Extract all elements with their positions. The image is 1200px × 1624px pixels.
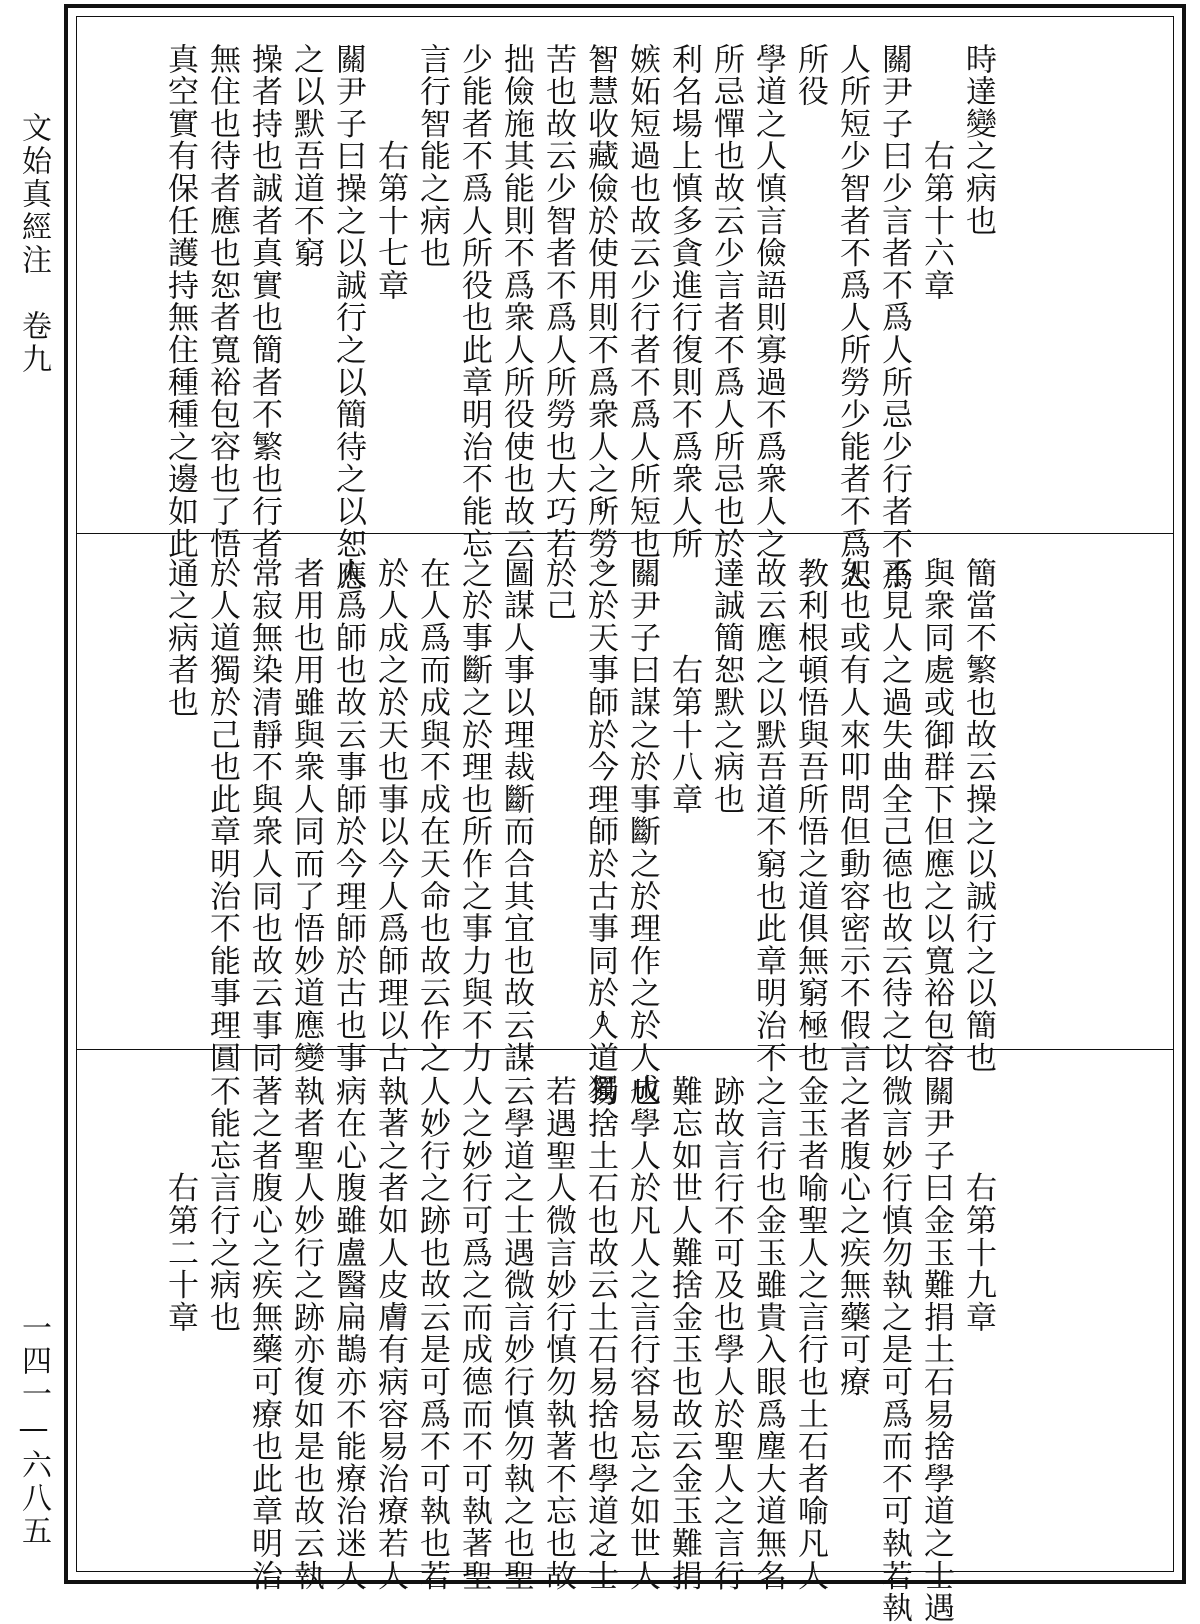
text-column: 拙儉施其能則不爲衆人所役使也故云 (498, 43, 534, 560)
text-area (76, 16, 1174, 1624)
text-column: 關尹子曰金玉難捐土石易捨學道之士遇 (918, 1075, 954, 1624)
text-column: 右第十六章 (918, 43, 954, 302)
section-marker-circle (597, 501, 608, 512)
text-column: 之者腹心之疾無藥可療 (834, 1075, 870, 1398)
section-2 (77, 557, 1173, 1107)
text-column: 於人道獨於己也此章明治不能事理圓 (204, 557, 240, 1074)
text-column: 所忌憚也故云少言者不爲人所忌也於 (708, 43, 744, 560)
text-column: 右第二十章 (162, 1075, 198, 1334)
text-column: 關尹子曰少言者不爲人所忌少行者不爲 (876, 43, 912, 593)
text-column: 之言行也金玉雖貴入眼爲塵大道無名 (750, 1075, 786, 1592)
text-column: 難忘如世人難捨金玉也故云金玉難捐 (666, 1075, 702, 1592)
text-column: 真空實有保任護持無住種種之邊如此 (162, 43, 198, 560)
text-column: 時達變之病也 (960, 43, 996, 237)
text-column: 微言妙行慎勿執之是可爲而不可執若執 (876, 1075, 912, 1624)
text-column: 右第十八章 (666, 557, 702, 816)
text-column: 於人成之於天也事以今人爲師理以古 (372, 557, 408, 1074)
text-column: 跡故言行不可及也學人於聖人之言行 (708, 1075, 744, 1592)
text-column: 所役 (792, 43, 828, 108)
section-marker-circle (597, 1077, 608, 1088)
text-column: 執者聖人妙行之跡亦復如是也故云執 (288, 1075, 324, 1592)
text-column: 右第十七章 (372, 43, 408, 302)
text-column: 右第十九章 (960, 1075, 996, 1334)
text-column: 金玉者喻聖人之言行也土石者喻凡人 (792, 1075, 828, 1592)
text-column: 人之妙行可爲之而成德而不可執著聖 (456, 1075, 492, 1592)
text-column: 之以默吾道不窮 (288, 43, 324, 270)
text-column: 少能者不爲人所役也此章明治不能忘 (456, 43, 492, 560)
text-column: 在人爲而成與不成在天命也故云作之 (414, 557, 450, 1074)
text-column: 易捨土石也故云土石易捨也學道之士 (582, 1075, 618, 1592)
text-column: 嫉妬短過也故云少行者不爲人所短也 (624, 43, 660, 560)
text-column: 學道之人慎言儉語則寡過不爲衆人之 (750, 43, 786, 560)
section-divider (77, 1049, 1173, 1050)
section-marker-circle (597, 1015, 608, 1026)
text-column: 簡當不繁也故云操之以誠行之以簡也 (960, 557, 996, 1074)
text-column: 關尹子曰操之以誠行之以簡待之以恕應 (330, 43, 366, 593)
section-marker-circle (597, 53, 608, 64)
text-column: 苦也故云少智者不爲人所勞也大巧若 (540, 43, 576, 560)
page-frame (64, 4, 1186, 1624)
text-column: 常寂無染清靜不與衆人同也故云事同 (246, 557, 282, 1074)
text-column: 與衆同處或御群下但應之以寬裕包容 (918, 557, 954, 1074)
text-column: 故云應之以默吾道不窮也此章明治不 (750, 557, 786, 1074)
book-title: 文始真經注 卷九 (16, 112, 51, 376)
text-column: 人所短少智者不爲人所勞少能者不爲人 (834, 43, 870, 593)
text-column: 執著之者如人皮膚有病容易治療若人 (372, 1075, 408, 1592)
text-column: 不能忘言行之病也 (204, 1075, 240, 1334)
text-column: 之於事斷之於理也所作之事力與不力 (456, 557, 492, 1074)
text-column: 言行智能之病也 (414, 43, 450, 270)
section-divider (77, 533, 1173, 534)
text-column: 關尹子曰謀之於事斷之於理作之於人成 (624, 557, 660, 1107)
text-column: 病在心腹雖盧醫扁鵲亦不能療治迷人 (330, 1075, 366, 1592)
page-number: 一四一—六八五 (16, 1312, 51, 1548)
text-column: 無住也待者應也恕者寬裕包容也了悟 (204, 43, 240, 560)
text-column: 云學道之士遇微言妙行慎勿執之也聖 (498, 1075, 534, 1592)
text-column: 人爲師也故云事師於今理師於古也事 (330, 557, 366, 1074)
text-column: 利名場上慎多貪進行復則不爲衆人所 (666, 43, 702, 560)
text-column: 也學人於凡人之言行容易忘之如世人 (624, 1075, 660, 1592)
text-column: 不見人之過失曲全己德也故云待之以 (876, 557, 912, 1074)
text-column: 之於天事師於今理師於古事同於人道獨 (582, 557, 618, 1107)
text-column: 恕也或有人來叩問但動容密示不假言 (834, 557, 870, 1074)
text-column: 於己 (540, 557, 576, 622)
text-column: 人妙行之跡也故云是可爲不可執也若 (414, 1075, 450, 1592)
section-marker-circle (597, 1543, 608, 1554)
text-column: 若遇聖人微言妙行慎勿執著不忘也故 (540, 1075, 576, 1592)
text-column: 者用也用雖與衆人同而了悟妙道應變 (288, 557, 324, 1074)
text-column: 圖謀人事以理裁斷而合其宜也故云謀 (498, 557, 534, 1074)
text-column: 著之者腹心之疾無藥可療也此章明治 (246, 1075, 282, 1592)
section-marker-circle (597, 561, 608, 572)
text-column: 操者持也誠者真實也簡者不繁也行者 (246, 43, 282, 560)
text-column: 教利根頓悟與吾所悟之道俱無窮極也 (792, 557, 828, 1074)
section-3 (77, 1075, 1173, 1624)
text-column: 達誠簡恕默之病也 (708, 557, 744, 816)
text-column: 通之病者也 (162, 557, 198, 719)
text-column: 智慧收藏儉於使用則不爲衆人之所勞 (582, 43, 618, 560)
